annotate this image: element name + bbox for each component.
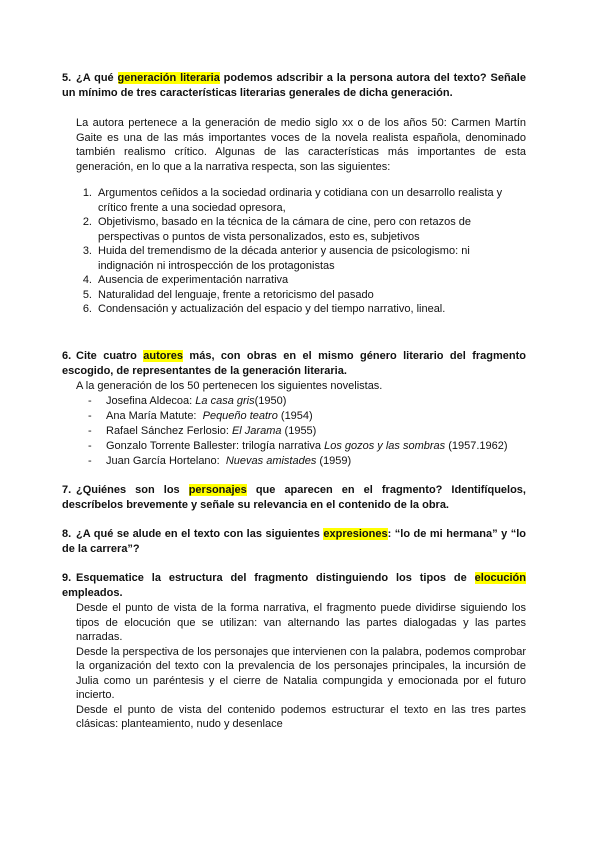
question-9	[62, 571, 526, 732]
list-item: 2. Objetivismo, basado en la técnica de la cámara de cine, pero con retazos de perspectivas o puntos de vista personalizados, esto es, subjetivos	[82, 216, 471, 243]
answer-paragraph: Desde el punto de vista de la forma narrativa, el fragmento puede dividirse siguiendo los tipos de elocución que se utilizan: van alternando las partes dialogadas y las partes narradas.	[76, 602, 526, 643]
question-9-answer	[62, 601, 526, 732]
question-6-title: 6. Cite cuatro autores más, con obras en el mismo género literario del fragmento escogido, de representantes de la generación literaria.	[62, 350, 526, 377]
question-9-title: 9. Esquematice la estructura del fragmento distinguiendo los tipos de elocución empleados.	[62, 572, 526, 599]
question-7-title: 7. ¿Quiénes son los personajes que aparecen en el fragmento? Identifíquelos, descríbelos brevemente y señale su relevancia en el contenido de la obra.	[62, 484, 526, 511]
answer-paragraph: La autora pertenece a la generación de medio siglo xx o de los años 50: Carmen Martín Gaite es una de las más importantes voces de la novela realista española, denominado también realismo crítico. Algunas de las características más importantes de esta generación, en lo que a la narrativa respecta, son las siguientes:	[76, 117, 526, 173]
list-item: 4. Ausencia de experimentación narrativa	[82, 274, 289, 286]
question-6-answer	[62, 379, 526, 469]
question-8-title: 8. ¿A qué se alude en el texto con las siguientes expresiones: “lo de mi hermana” y “lo de la carrera”?	[62, 528, 526, 555]
list-item: - Gonzalo Torrente Ballester: trilogía narrativa Los gozos y las sombras (1957.1962)	[88, 440, 508, 452]
highlight-autores: autores	[143, 350, 183, 362]
list-item: - Ana María Matute: Pequeño teatro (1954)	[88, 410, 313, 422]
question-5-answer	[62, 116, 526, 317]
question-6	[62, 349, 526, 469]
highlight-personajes: personajes	[188, 484, 247, 496]
features-list	[76, 186, 526, 317]
answer-intro: A la generación de los 50 pertenecen los siguientes novelistas.	[76, 380, 383, 392]
answer-paragraph: Desde la perspectiva de los personajes que intervienen con la palabra, podemos comprobar la organización del texto con la prevalencia de los personajes principales, la incursión de Julia como un paréntesis y el cierre de Natalia compungida y emocionada por el futuro incierto.	[76, 645, 526, 701]
question-8	[62, 527, 526, 557]
list-item: - Juan García Hortelano: Nuevas amistades (1959)	[88, 455, 352, 467]
question-5	[62, 71, 526, 317]
answer-paragraph: Desde el punto de vista del contenido podemos estructurar el texto en las tres partes clásicas: planteamiento, nudo y desenlace	[76, 703, 526, 730]
question-5-title: 5. ¿A qué generación literaria podemos adscribir a la persona autora del texto? Señale un mínimo de tres características literarias generales de dicha generación.	[62, 72, 526, 99]
list-item: - Rafael Sánchez Ferlosio: El Jarama (1955)	[88, 425, 317, 437]
highlight-elocucion: elocución	[474, 572, 526, 584]
list-item: 1. Argumentos ceñidos a la sociedad ordinaria y cotidiana con un desarrollo realista y crítico frente a una sociedad opresora,	[82, 187, 503, 214]
list-item: 5. Naturalidad del lenguaje, frente a retoricismo del pasado	[82, 288, 374, 301]
question-7	[62, 483, 526, 513]
list-item: - Josefina Aldecoa: La casa gris(1950)	[88, 395, 287, 407]
highlight-expresiones: expresiones	[323, 528, 388, 540]
list-item: 6. Condensación y actualización del espacio y del tiempo narrativo, lineal.	[82, 303, 446, 315]
highlight-generacion-literaria: generación literaria	[117, 72, 220, 84]
list-item: 3. Huida del tremendismo de la década anterior y ausencia de psicologismo: ni indignación ni introspección de los protagonistas	[82, 245, 470, 272]
authors-list	[76, 394, 526, 469]
